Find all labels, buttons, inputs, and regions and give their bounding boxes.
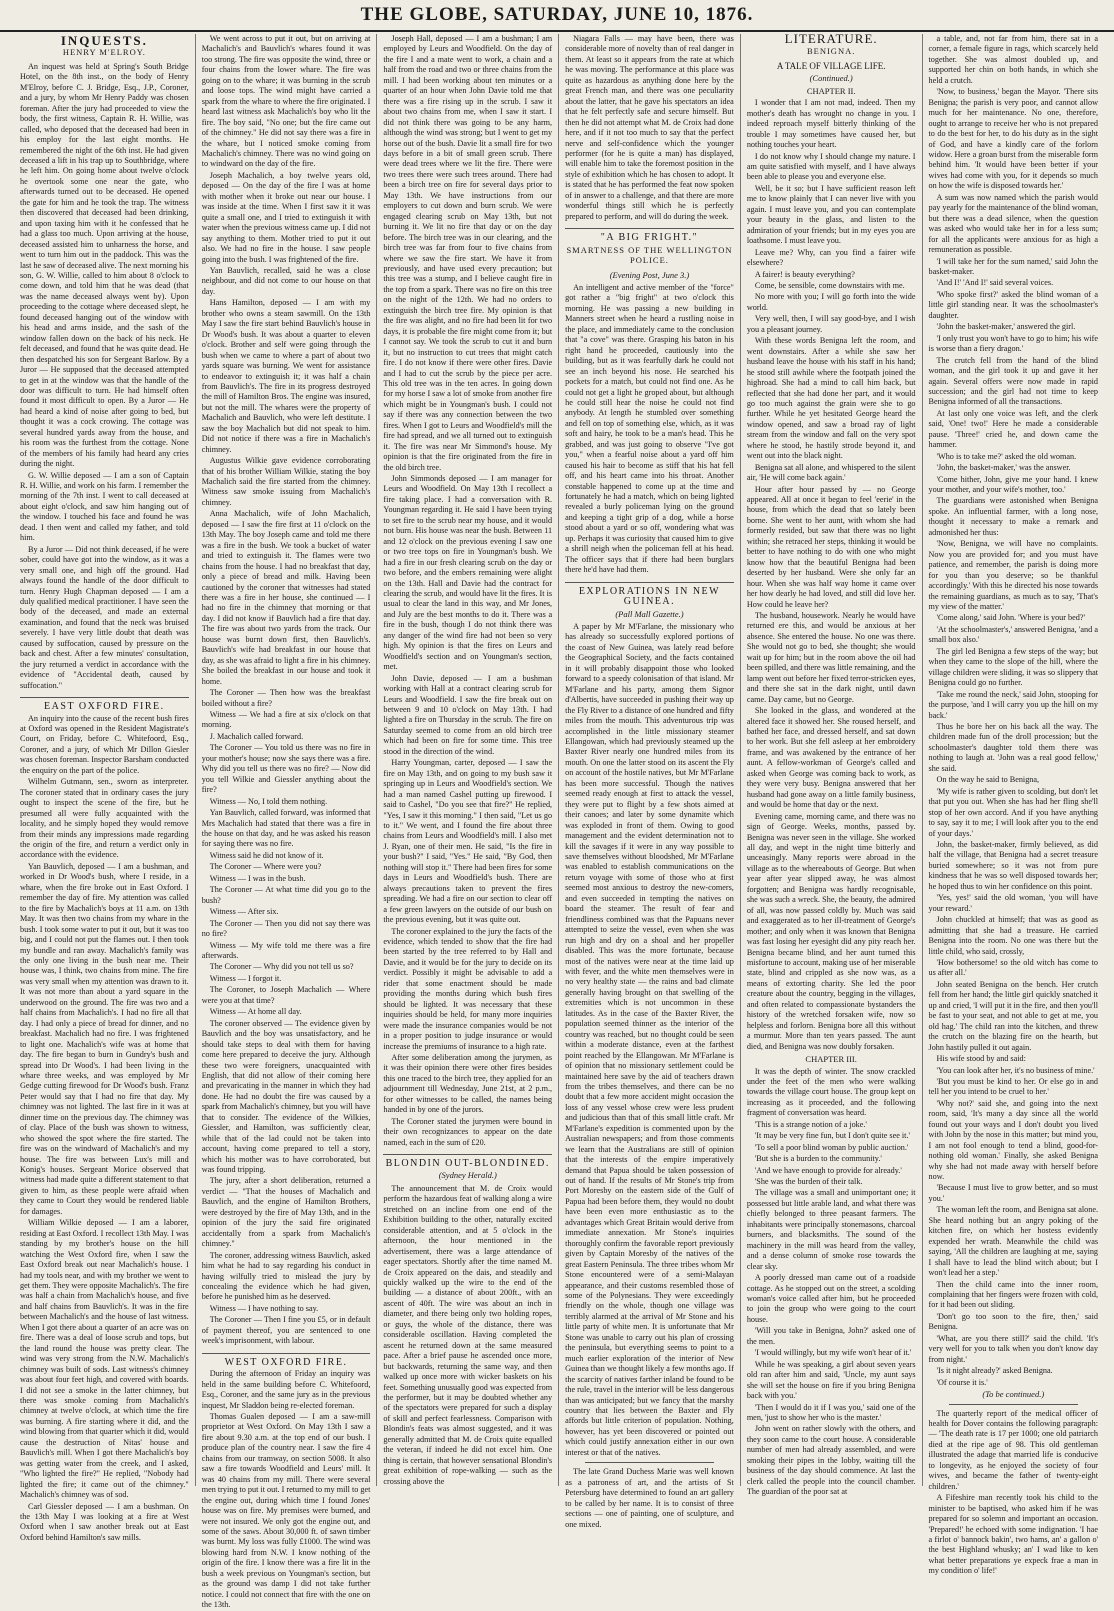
paragraph: 'Come along,' said John. 'Where is your bed?' xyxy=(936,613,1085,623)
paragraph: Yan Bauvlich, deposed — I am a bushman, and worked in Dr Wood's bush, where I reside, in a whare, when the fire broke out in East Oxford. I remember the day of fire. My attention was called to the fire by Machalich's boys at 11 a.m. on 13th May. It was then two chains from my whare in the bush. I took some water to put it out, but it was too big, and I could not put the flames out. I then took my bundle and ran away. Machalich's family was the only one living in the bush near me. Their house was, I think, two chains from mine. The fire was very small when my attention was drawn to it. It was not more than about a yard square in the underwood on the ground. The fire was two and a half chains from Machalich's. I had no fire all that day. I had only a piece of bread for dinner, and no breakfast. Machalich had no fire. I was frightened to light one. Machalich's wife was at home that day. The fire began to burn in Gundry's bush and spread into Dr Wood's. I had been living in the whare three weeks, and was employed by Mr Gedge cutting firewood for Dr Wood's bush. Franz Peter would say that I had no fire that day. My chimney was not lighted. The last fire in it was at dinner time on the previous day. The chimney was of clay. Place of the bush was shown to witness, who showed the spot where the fire started. The fire was on the windward of Machalich's and my house. The fire was between Lux's mill and Konig's houses. Sergeant Morice observed that witness had made quite a different statement to that given to him, as these people were afraid when they came to Court they would be rendered liable for damages. xyxy=(20,861,189,1216)
paragraph: 'She was the burden of their talk. xyxy=(754,1177,863,1187)
paragraph: G. W. Willie deposed — I am a son of Captain R. H. Willie, and work on his farm. I remember the morning of the 7th inst. I went to call deceased at about eight o'clock, and saw him hanging out of the window. I touched his face and found he was dead. I then went and called my father, and told him. xyxy=(20,470,189,543)
paragraph: Niagara Falls — may have been, there was considerable more of novelty than of real danger in them. At least so it appears from the rate at which he was moving. The performance at this place was quite as hazardous as anything done here by the great French man, and there was one peculiarity about the latter, that he gave his spectators an idea that he felt perfectly safe and secure himself. But then he did not attempt what M. de Croix had done here, and if it not too much to say that the perfect nerve and self-confidence which the younger performer (for he is quite a man) has displayed, will enable him to take the foremost position in the style of exhibition which he has chosen to adopt. It is stated that he has performed the feat now spoken of in answer to a challenge, and that there are more wonderful things still which he is perfectly prepared to perform, and will do during the week. xyxy=(565,34,734,221)
paragraph: Hans Hamilton, deposed — I am with my brother who owns a steam sawmill. On the 13th May I saw the fire start behind Bauvlich's house in Dr Wood's bush. It was about a quarter to eleven o'clock. Brother and self were going through the bush when we came to where a part of about two yards square was burning. We went for assistance to endeavor to extinguish it; it was half a chain from Bauvlich's. The fire in its progress destroyed the mill of Hamilton Bros. The engine was insured, but not the mill. The whares were the property of Machalich and Bauvlich, who were left destitute. I saw the boy Machalich but did not speak to him. Did not notice if there was a fire in Machalich's chimney. xyxy=(201,298,371,454)
paragraph: Witness — I was in the bush. xyxy=(209,873,306,883)
paragraph: Leave me? Why, can you find a fairer wife elsewhere? xyxy=(746,247,916,268)
inquest-subtitle: HENRY M'ELROY. xyxy=(62,47,146,58)
paragraph: The guardians were astonished when Benigna spoke. An influential farmer, with a long nose, thought it necessary to make a remark and admonished her thus: xyxy=(928,496,1099,537)
paragraph: 'Is it night already?' asked Benigna. xyxy=(936,1366,1053,1376)
paragraph: 'Because I must live to grow better, and so must you.' xyxy=(928,1183,1099,1203)
paragraph: I do not know why I should change my nature. I am quite satisfied with myself, and I have always been able to please you and everyone else. xyxy=(746,151,916,182)
paragraph: During the afternoon of Friday an inquiry was held in the same building before C. Whitefoord, Esq., Coroner, and the same jury as in the previous inquest, Mr Sladdon being re-elected foreman. xyxy=(201,1369,371,1410)
paragraph: William Wilkie deposed — I am a laborer, residing at East Oxford. I recollect 13th May. I was standing by my brother's house on the hill watching the West Oxford fire, when I saw the East Oxford break out near Machalich's house. I had my tools near, and with my brother we went to get them. They were opposite Machalich's. The fire was half a chain from Machalich's house, and five and half chains from Bauvlich's. It was in the fire between Machalich's and the house of last witness. When I got there about a quarter of an acre was on fire. There was a deal of loose scrub and tops, but the land round the house was pretty clear. The wind was very strong from the N.W. Machalich's chimney was built of sods. Last witness's chimney was about four feet high, and covered with boards. I did not see a smoke in the latter chimney, but there was smoke coming from Machalich's chimney at twelve o'clock, at which time the fire was burning. A fire starting where it did, and the wind blowing from that quarter which it did, would cause the destruction of Nitas' house and Bauvlich's mill. When I got there Machalich's boy was getting water from the creek, and I asked, "Who lighted the fire?" He replied, "Nobody had lighted the fire; it came out of the chimney." Machalich's chimney was of sod. xyxy=(20,1218,189,1500)
paragraph: After some deliberation among the jurymen, as it was their opinion there were other fires besides this one traced to the birch tree, they applied for an adjournment till Wednesday, June 21st, at 2 p.m., for other witnesses to be called, the names being handed in by one of the jurors. xyxy=(383,1052,553,1115)
paragraph: His wife stood by and said: xyxy=(936,1054,1026,1064)
paragraph: Witness — After six. xyxy=(209,907,279,917)
paragraph: Witness — My wife told me there was a fire afterwards. xyxy=(201,940,371,960)
paragraph: Joseph Machalich, a boy twelve years old, deposed — On the day of the fire I was at home with mother when it broke out near our house. I was inside at the time. When I first saw it it was quite a small one, and I tried to extinguish it with water when the previous witness came up. I did not say anything to them. Mother tried to put it out also. We had no fire in the house. I saw people going into the bush. I was frightened of the fire. xyxy=(201,170,371,264)
paragraph: Thomas Gualen deposed — I am a saw-mill proprietor at West Oxford. On May 13th I saw a fire about 9.30 a.m. at the top end of our bush. I produce plan of the country near. I saw the fire 4 chains from our tramway, on section 5008. It also saw a fire towards Woodfield and Leurs' mill. It was 40 chains from my mill. There were several men trying to put it out. I returned to my mill to get the engine out, during which time I found Jones' house was on fire. My premises were burned, and were not insured. We only got the engine out, and some of the saws. About 30,000 ft. of sawn timber was burnt. My loss was fully £1000. The wind was blowing hard from N.W. I know nothing of the origin of the fire. I know there was a fire lit in the bush a week previous on Youngman's section, but as the ground was damp I did not take further notice. I could not connect that fire with the one on the 13th. xyxy=(201,1412,371,1610)
paragraph: Evening came, morning came, and there was no sign of George. Weeks, months, passed by. Benigna was never seen in the village. She worked all day, and wept in the night time bitterly and unceasingly. Many reports were abroad in the village as to the whereabouts of George. But when year after year slipped away, he was almost forgotten; and Benigna was hardly recognisable, she was such a wreck. She, the beauty, the admired of all, was now passed coldly by. Much was said and exaggerated as to her ill-treatment of George's mother; and only when it was known that Benigna was fast losing her eyesight did any pity reach her. Benigna became blind, and her aunt turned this misfortune to account, making use of her miserable state, blind and crippled as she now was, as a means of extorting charity. She led the poor creature about the country, begging in the villages, and often related to compassionate bystanders the history of the wretched forsaken wife, now so helpless and forlorn. Benigna bore all this without a murmur. More than ten years passed. The aunt died, and Benigna was now doubly forsaken. xyxy=(746,811,916,1051)
paragraph: John Davie, deposed — I am a bushman working with Hall at a contract clearing scrub for Leurs and Woodfield. I saw the fire break out on between 9 and 10 o'clock on May 13th. I had lighted a fire on Thursday in the scrub. The fire on Saturday seemed to come from an old birch tree which had been on fire for some time. This tree stood in the direction of the wind. xyxy=(383,673,553,756)
paragraph: The announcement that M. de Croix would perform the hazardous feat of walking along a wire stretched on an incline from one end of the Exhibition building to the other, naturally excited considerable attention, and at 5 o'clock in the afternoon, the hour mentioned in the advertisement, there was a large attendance of eager spectators. Shortly after the time named M. de Croix appeared on the dais, and steadily and quickly walked up the wire to the end of the building — a distance of about 200ft., with an ascent of 40ft. The wire was about an inch in diameter, and there being only two holding ropes, or guys, the whole of the distance, there was considerable oscillation. Having completed the ascent he returned down at the same measured pace. After a brief pause he ascended once more, but backwards, returning the same way, and then walked up once more with wicker baskets on his feet. Something unusually good was expected from the performer, but it may be doubted whether any of the spectators were prepared for such a display of skill and perfect fearlessness. Comparison with Blondin's feats was almost suggested, and it was generally admitted that M. de Croix quite equalled the veteran, if indeed he did not excel him. One thing is certain, that however sensational Blondin's great exhibition of rope-walking — such as the crossing above the xyxy=(383,1183,553,1486)
column-5 xyxy=(741,31,923,1497)
section-heading: BLONDIN OUT-BLONDINED. xyxy=(383,1154,552,1169)
paragraph: 'It may be very fine fun, but I don't quite see it.' xyxy=(754,1131,910,1141)
paragraph: Augustus Wilkie gave evidence corroborating that of his brother William Wilkie, stating the boy Machalich said the fire started from the chimney. Witness saw smoke issuing from Machalich's chimney. xyxy=(201,456,371,507)
column-6 xyxy=(923,34,1105,1576)
paragraph: The late Grand Duchess Marie was well known as a patroness of art, and the artists of St Petersburg have determined to found an art gallery to be called by her name. It is to consist of three sections — one of painting, one of sculpture, and one mixed. xyxy=(565,1467,734,1529)
paragraph: Witness — At home all day. xyxy=(209,1007,302,1017)
paragraph: Wilhelm Gutmann, sen., sworn as interpreter. The coroner stated that in ordinary cases the jury ought to inspect the scene of the fire, but he presumed all were fully acquainted with the locality, and he simply hoped they would remove from their minds any impressions made regarding the origin of the fire, and return a verdict only in accordance with the evidence. xyxy=(20,777,189,860)
paragraph: John, the basket-maker, firmly believed, as did half the village, that Benigna had a secret treasure buried somewhere; so it was not from pure kindness that he was so well disposed towards her; he hoped thus to win her confidence on this point. xyxy=(928,839,1099,891)
section-heading: EXPLORATIONS IN NEW GUINEA. xyxy=(565,582,734,608)
paragraph: The Coroner — Then you did not say there was no fire? xyxy=(201,918,371,939)
paragraph: 'And I!' 'And I!' said several voices. xyxy=(936,278,1054,288)
column-3 xyxy=(377,34,559,1486)
literature-title: LITERATURE. xyxy=(784,31,878,46)
paragraph: 'I would willingly, but my wife won't hear of it.' xyxy=(754,1348,912,1358)
paragraph: Well, be it so; but I have sufficient reason left me to know plainly that I can never live with you again. I must leave you, and you can contemplate your beauty in the glass, and listen to the admiration of your friends; but in my eyes you are loathsome. I must leave you. xyxy=(746,183,916,246)
paragraph: A paper by Mr M'Farlane, the missionary who has already so successfully explored portions of the coast of New Guinea, was lately read before the Geographical Society, and the facts contained in it will probably disappoint those who looked forward to a speedy colonisation of that island. Mr M'Farlane and his party, among them Signor d'Albertis, have succeeded in pushing their way up the Fly River to a distance of one hundred and fifty miles from the mouth. This adventurous trip was accomplished in the little missionary steamer Ellangowan, which had previously steamed up the Baxter River nearly one hundred miles from its mouth. On one the latter stood on its ascent the Fly on account of the hostile natives, but Mr M'Farlane has been more successful. Though the natives seemed ready enough at first to attack the vessel, they were put to flight by a few shots aimed at their canoes; and later by some dynamite which was exploded in front of them. Owing to good management and the evident determination not to kill the savages if it were in any way possible to save themselves without bloodshed, Mr M'Farlane was enabled to establish communications on the return voyage with some of those who at first seemed most anxious to destroy the new-comers, and even succeeded in tempting the natives on board the steamer. The result of fear and friendliness combined was that the Papuans never attempted to seize the vessel, even when she was run high and dry on a shoal and her propeller disabled. This was the more fortunate, because most of the natives were near at the time laid up with fever, and the white men themselves were in no very healthy state — the rains and bad climate generally having brought on that swelling of the extremities which is not uncommon in these latitudes. As in the case of the Baxter River, the population seemed thinner as the interior of the country was reached, but no thought could be seen within a moderate distance, even at the farthest point reached by the Ellangowan. Mr M'Farlane is of opinion that no missionary settlement could be maintained here save by the aid of teachers drawn from the tribes themselves, and there can be no doubt that a few more accident might occasion the loss of any vessel whose crew were less prudent and judicious than that of this small little craft. Mr M'Farlane's expedition is commented upon by the Australian newspapers; and from those comments we learn that the Australians are still of opinion that the interests of the empire imperatively demand that Papua should be taken possession of out of hand. If the results of Mr Stone's trip from Port Moresby on the eastern side of the Gulf of Papua had been before them, they would no doubt have been even more enthusiastic as to the advantages which Great Britain would derive from immediate annexation. Mr Stone's inquiries thoroughly confirm the favorable report previously given by Captain Moresby of the natives of the great Eastern Peninsula. The three tribes whom Mr Stone encountered were of a semi-Malayan appearance, and their customs resembled those of some of the Polynesians. They were exceedingly friendly on the whole, though one village was terribly alarmed at the arrival of Mr Stone and his little party of white men. It is unfortunate that Mr Stone was unable to carry out his plan of crossing the peninsula, but everything seems to point to a much earlier exploration of the interior of New Guinea than we thought likely a few months ago. If the scarcity of natives farther inland be found to be the rule, travel in the interior will be less dangerous than was anticipated; but we fancy that the marshy country that lies between the Baxter and Fly affords but little criterion of population. Nothing, however, has yet been discovered or pointed out which could justify annexation either in our own interest or that of the natives. xyxy=(565,622,734,1457)
chapter-heading: CHAPTER III. xyxy=(805,1054,857,1065)
paragraph: A poorly dressed man came out of a roadside cottage. As he stopped out on the street, a scolding woman's voice called after him, but he proceeded to join the group who were going to the court house. xyxy=(746,1273,916,1324)
inquests-title: INQUESTS. xyxy=(60,33,148,48)
paragraph: A fairer! is beauty everything? xyxy=(754,269,855,279)
story-title: BENIGNA. xyxy=(806,46,856,57)
paragraph: 'John, the basket-maker,' was the answer. xyxy=(936,463,1071,473)
paragraph: It was the depth of winter. The snow crackled under the feet of the men who were walking towards the village court house. The group kept on increasing as it proceeded, and the following fragment of conversation was heard. xyxy=(746,1066,916,1118)
paragraph: Harry Youngman, carter, deposed — I saw the fire on May 13th, and on going to my bush saw it springing up in Leurs and Woodfield's section. We had a man named Cashel putting up firewood. I said to Cashel, "Do you see that fire?" He replied, "Yes, I saw it this morning." I then said, "Let us go to it." We went, and I found the fire about three chains from Leurs and Woodfield's mill. I also met J. Ryan, one of their men. He said, "Is the fire in your bush?" I said, "Yes." He said, "By God, then nothing will stop it." There had been fires for some days in Leurs and Woodfield's bush. There are always precautions taken to prevent the fires spreading. We had a fire on our section to clear off a few green lawyers on the outside of our bush on the previous evening, but it was quite out. xyxy=(383,758,553,925)
paragraph: An intelligent and active member of the "force" got rather a "big fright" at two o'clock this morning. He was passing a new building in Manners street when he heard a rustling noise in the place, and immediately came to the conclusion that "a cove" was there. Grasping his baton in his right hand he proceeded, cautiously into the building, but as it was fearfully dark he could not see an inch beyond his nose. He searched his pockets for a match, but could not find one. As he could not get a light he groped about, but although he could still hear the noise he could not find anybody. At length he stumbled over something and fell on top of something else, which, as it was soft and hairy, he took to be a man's head. This he grabbed, and was just going to observe "I've got you," when a fearful noise about a yard off him caused his hair to become as stiff that his hat fell off, and his heart came into his throat. Another constable happened to come up at the time and fortunately he had a match, which on being lighted revealed a burly policeman lying on the ground and keeping a tight grip of a dog, while a horse stood about a yard or so off, wondering what was up. Perhaps it was curiosity that caused him to give a shrill neigh when the policeman fell at his head. The officer says that if there had been burglars there he'd have had them. xyxy=(565,282,734,575)
paragraph: 'I will take her for the sum named,' said John the basket-maker. xyxy=(928,256,1099,276)
paragraph: Witness said he did not know of it. xyxy=(209,850,324,860)
paragraph: Anna Machalich, wife of John Machalich, deposed — I saw the fire first at 11 o'clock on the 13th May. The boy Joseph came and told me there was a fire in the bush. We took a bucket of water and tried to extinguish it. The flames were two chains from the house. I had no breakfast that day, only a piece of bread and milk. Having been cautioned by the coroner that witnesses had stated there was a fire in her house, she continued — I had no fire in the chimney that morning or that day. I did not know if Bauvlich had a fire that day. The fire was about two yards from the track. Our house was burnt down first, then Bauvlich's. Bauvlich's wife had breakfast in our house that day, as she was afraid to light a fire in his chimney. She boiled the breakfast in our house and took it home. xyxy=(201,509,371,686)
divider xyxy=(949,1404,1079,1405)
paragraph: The girl led Benigna a few steps of the way; but when they came to the slope of the hill, where the village children were sliding, it was so slippery that Benigna could go no further. xyxy=(928,646,1099,688)
section-heading: "A BIG FRIGHT." xyxy=(565,228,734,243)
paragraph: J. Machalich called forward. xyxy=(209,731,304,741)
paragraph: While he was speaking, a girl about seven years old ran after him and said, 'Uncle, my aunt says she will set the house on fire if you bring Benigna back with you.' xyxy=(746,1359,916,1401)
paragraph: The woman left the room, and Benigna sat alone. She heard nothing but an angry poking of the kitchen fire, on which her hostess evidently expended her wrath. Meanwhile the child was saying, 'All the children are laughing at me, saying I shall have to lead the blind witch about; but I won't lead her a step.' xyxy=(928,1205,1099,1278)
paragraph: The Coroner — Where were you? xyxy=(209,862,322,872)
paragraph: John seated Benigna on the bench. Her crutch fell from her hand; the little girl quickly snatched it up and cried, 'I will put it in the fire, and then you'll be fast to your seat, and not able to get at me, you old hag.' The child ran into the kitchen, and threw the crutch on the blazing fire on the hearth, but John hastily pulled it out again. xyxy=(928,979,1099,1052)
paragraph: 'Yes, yes!' said the old woman, 'you will have your reward.' xyxy=(928,893,1099,913)
section-subheading: SMARTNESS OF THE WELLINGTON POLICE. xyxy=(566,244,733,266)
source-credit: (Pall Mall Gazette.) xyxy=(615,608,684,619)
paragraph: The coroner explained to the jury the facts of the evidence, which tended to show that the fire had been started by the tree referred to by Hall and Davie, and it would be for the jury to decide on its verdict. Possibly it might be advisable to add a rider that some enactment should be made providing the months during which bush fires should be lighted. It was necessary that these inquiries should be held, for many more inquiries were made the insurance companies would be not in a proper position to judge insurance or would increase the premiums of insurance to a high rate. xyxy=(383,926,553,1051)
paragraph: At last only one voice was left, and the clerk said, 'One! two!' Here he made a considerable pause. 'Three!' cried he, and down came the hammer. xyxy=(928,408,1099,450)
source-credit: (Sydney Herald.) xyxy=(438,1170,497,1181)
paragraph: 'My wife is rather given to scolding, but don't let that put you out. When she has had her fling she'll stop of her own accord. And if you have anything to say, say it to me; I will look after you to the end of your days.' xyxy=(928,786,1099,838)
paragraph: 'You can look after her, it's no business of mine.' xyxy=(936,1065,1095,1075)
paragraph: 'Who is to take me?' asked the old woman. xyxy=(936,451,1077,461)
paragraph: 'Take me round the neck,' said John, stooping for the purpose, 'and I will carry you up the hill on my back.' xyxy=(928,689,1099,720)
paragraph: 'Why not?' said she, and going into the next room, said, 'It's many a day since all the world found out your ways and I don't doubt you lived with John by the nose in this matter; but mind you, I am not fool enough to tend a blind, good-for-nothing old woman.' Finally, she asked Benigna why she had not made away with herself before now. xyxy=(928,1098,1099,1182)
paragraph: She looked in the glass, and wondered at the altered face it showed her. She roused herself, and bathed her face, and dressed herself, and sat down to her work. But she fell asleep at her embroidery frame, and was awakened by the entrance of her aunt. A fellow-workman of George's called and asked when George was coming back to work, as they were very busy. Benigna answered that her husband had gone away on a little family business, and would be home that day or the next. xyxy=(746,706,916,810)
paragraph: 'This is a strange notion of a joke.' xyxy=(754,1119,867,1129)
paragraph: The Coroner — At what time did you go to the bush? xyxy=(201,885,371,905)
paragraph: No more with you; I will go forth into the wide world. xyxy=(746,292,916,312)
paragraph: Carl Giessler deposed — I am a bushman. On the 13th May I was looking at a fire at West Oxford when I saw another break out at East Oxford behind Hamilton's saw mills. xyxy=(20,1501,189,1542)
continued-note: (Continued.) xyxy=(809,73,853,84)
paragraph: 'Come hither, John, give me your hand. I knew your mother, and your wife's mother, too.' xyxy=(928,474,1099,495)
paragraph: a table, and, not far from him, there sat in a corner, a female figure in rags, which scarcely held together. She was almost doubled up, and supported her chin on both hands, in which she held a crutch. xyxy=(928,34,1099,85)
paragraph: 'Who spoke first?' asked the blind woman of a little girl standing near. It was the schoolmaster's daughter. xyxy=(928,289,1099,320)
paragraph: Benigna sat all alone, and whispered to the silent air, 'He will come back again.' xyxy=(746,462,916,483)
paragraph: Yan Bauvlich, called forward, was informed that Mrs Machalich had stated that there was a fire in the house on that day, and he was asked his reason for saying there was no fire. xyxy=(201,808,371,849)
paragraph: A sum was now named which the parish would pay yearly for the maintenance of the blind woman, but there was a dead silence, when the question was asked who would take her in for a less sum; for all the applicants were anxious for as high a remuneration as possible. xyxy=(928,192,1099,255)
paragraph: An inquiry into the cause of the recent bush fires at Oxford was opened in the Resident Magistrate's Court, on Friday, before C. Whitefoord, Esq., Coroner, and a jury, of which Mr Dillon Giesler was chosen foreman. Inspector Barsham conducted the enquiry on the part of the police. xyxy=(20,713,189,775)
paragraph: By a Juror — Did not think deceased, if he were sober, could have got into the window, as it was a very small one, and high off the ground. Had always found the handle of the door difficult to turn. Henry Hugh Chapman deposed — I am a duly qualified medical practitioner. I have seen the body of the deceased, and made an external examination, and found that the neck was bruised severely. I have very little doubt that death was caused by suffocation, caused by pressure on the back and chest. After a few minutes' consultation, the jury returned a verdict in accordance with the evidence of "Accidental death, caused by suffocation." xyxy=(20,544,189,690)
paragraph: Thus he bore her on his back all the way. The children made fun of the droll procession; but the schoolmaster's daughter told them there was nothing to laugh at. 'John was a real good fellow,' she said. xyxy=(928,722,1099,773)
paragraph: The Coroner stated the jurymen were bound in their own recognizances to appear on the date named, each in the sum of £20. xyxy=(383,1116,553,1147)
chapter-heading: CHAPTER II. xyxy=(806,85,856,96)
paragraph: 'I only trust you won't have to go to him; his wife is worse than a fiery dragon.' xyxy=(928,333,1099,354)
paragraph: 'And we have enough to provide for already.' xyxy=(754,1165,902,1175)
paragraph: The coroner observed — The evidence given by Bauvlich and the boy was unsatisfactory, and he should take steps to deal with them for having come here prepared to deceive the jury. Although these two were foreigners, unacquainted with English, that did not allow of their coming here and prevaricating in the manner in which they had done. He had no doubt the fire was caused by a spark from Machalich's chimney, but you will have that to consider. The evidence of the Wilkies, Giessler, and Hamilton, was sufficiently clear, while that of the lad could not be taken into account, having come prepared to tell a story, which his mother was to have corroborated, but was found tripping. xyxy=(201,1018,371,1175)
source-credit: (Evening Post, June 3.) xyxy=(609,269,690,280)
story-subtitle: A TALE OF VILLAGE LIFE. xyxy=(776,60,886,71)
paragraph: The husband, housework. Nearly he would have returned ere this, and would be anxious at her absence. She entered the house. No one was there. She would not go to bed, she thought; she would wait up for him; but in the room above the oil had been spilled, and there was little remaining, and the lamp went out before her fixed terror-stricken eyes, and there she sat in the dark night, until dawn came. Day came, but no George. xyxy=(746,611,916,704)
paragraph: A Fifeshire man recently took his child to the minister to be baptised, who asked him if he was prepared for so solemn and important an occasion. 'Prepared!' he echoed with some indignation. 'I hae a firlot o' bannock bakin', two hams, an' a gallon o' the best Highland whusky; an' I wad like to ken what better preparations ye expeck frae a man in my condition o' life!' xyxy=(928,1493,1099,1576)
paragraph: 'Of course it is.' xyxy=(936,1377,988,1387)
paragraph: The Coroner — Then how was the breakfast boiled without a fire? xyxy=(201,688,371,708)
paragraph: John Simmonds deposed — I am manager for Leurs and Woodfield. On May 13th I recollect a fire taking place. I had a conversation with R. Youngman regarding it. He said I have been trying to set fire to the scrub near my house, and it would not burn. His house was near the bush. Between 11 and 12 o'clock on the previous evening I saw one or two tree tops on fire in Youngman's bush. We had a fire in our fresh clearing scrub on the day or two before, and the embers remaining were alight on the 13th. Hall and Davie had the contract for clearing the scrub, and would have lit the fires. It is usual to clear the land in this way, and Mr Jones, and July are the best months to do it. There was a fire in the bush, though I do not think there was any danger of the wind fire had not been so very high. My opinion is that the fires on Leurs and Woodfield's section and on Youngman's section, met. xyxy=(383,474,553,672)
paragraph: Witness — We had a fire at six o'clock on that morning. xyxy=(201,710,371,730)
column-2 xyxy=(196,34,378,1610)
paragraph: We went across to put it out, but on arriving at Machalich's and Bauvlich's whares found it was too strong. The fire was opposite the wind, three or four chains from the lower whare. The fire was going on to the whare; it was burning in the scrub and loose tops. The wind might have carried a spark from the whare to where the fire originated. I heard last witness ask Machalich's boy who lit the fire. The boy said, "No one; but the fire came out of the chimney." He did not say there was a fire in the whare, but I noticed smoke coming from Machalich's chimney. There was no wind going on to windward on the day of the fire. xyxy=(201,34,371,169)
section-heading: WEST OXFORD FIRE. xyxy=(202,1353,371,1368)
paragraph: Joseph Hall, deposed — I am a bushman; I am employed by Leurs and Woodfield. On the day of the fire I and a mate went to work, a chain and a half from the road and two or three chains from the mill. I had been working about ten minutes or a quarter of an hour when John Davie told me that there was a fire rising up in the scrub. I saw it about two chains from me, when I saw it start. I did not think there was going to be any harm, although the wind was strong; but I went to get my horse out of the bush. Davie lit a small fire for two days before in a bit of small green scrub. There were dead trees where we lit the fire. There were two trees there were such trees around. There had been a birch tree on fire for several days prior to May 13th. We have instructions from our employers to cut down and burn scrub. We were engaged clearing scrub on May 13th, but not burning it. We lit no fire that day or on the day before. The birch tree was in our clearing, and the birch tree was far from four to five chains from where we saw the fire start. We have it from previously, and have used every precaution; but this tree was a stump, and I believe caught fire in the top from a spark. There was no fire on this tree on the night of the 12th. We had no orders to extinguish the birch tree fire. My opinion is that the fire was alight, and no fire had been lit for two days, it is probable the fire might come from it; but I cannot say. We took the scrub to cut it and burn it, but no instruction to cut trees that might catch fire. I do not know if there were other fires. Davie and I had to cut the scrub by the piece per acre. This old tree was in the ten acres. In going down for my horse I saw a lot of smoke from another fire which might be in Youngman's bush. I could not say if there was any connection between the two fires. When I got to Leurs and Woodfield's mill the fire had spread, and we all turned out to extinguish it. The fire was near Mr Simmond's house. My opinion is that the fire originated from the fire in the old birch tree. xyxy=(383,34,553,472)
paragraph: The coroner, addressing witness Bauvlich, asked him what he had to say regarding his conduct in having wilfully tried to mislead the jury by concealing the evidence which he had given, before he punished him as he deserved. xyxy=(201,1250,371,1302)
paragraph: 'Now, Benigna, we will have no complaints. Now you are provided for; and you must have patience, and remember, the parish is doing more for you than you deserve; so be thankful accordingly.' With this he directed his nose towards the remaining guardians, as much as to say, 'That's my view of the matter.' xyxy=(928,539,1099,612)
paragraph: 'Don't go too soon to the fire, then,' said Benigna. xyxy=(928,1311,1099,1332)
paragraph: Witness — I have nothing to say. xyxy=(209,1303,319,1313)
paragraph: I wonder that I am not mad, indeed. Then my mother's death has wrought no change in you. I indeed reproach myself bitterly thinking of the trouble I may sometimes have caused her, but nothing touches your heart. xyxy=(746,98,916,150)
paragraph: With these words Benigna left the room, and went downstairs. After a while she saw her husband leave the house with his staff in his hand; he stood still awhile where the footpath joined the highroad. She had a mind to call him back, but reflected that she had done her part, and it would go too much against the grain were she to go further. While he yet hesitated George heard the window opened, and saw a broad ray of light stream from the window and fall on the very spot where he stood, he hastily strode beyond it, and went out into the black night. xyxy=(746,336,916,461)
paragraph: 'Will you take in Benigna, John?' asked one of the men. xyxy=(746,1326,916,1346)
paragraph: The Coroner, to Joseph Machalich — Where were you at that time? xyxy=(201,985,371,1005)
paragraph: 'At the schoolmaster's,' answered Benigna, 'and a small box also.' xyxy=(928,624,1099,645)
paragraph: John went on rather slowly with the others, and they soon came to the court house. A considerable number of men had already assembled, and were smoking their pipes in the lobby, waiting till the business of the day should commence. At last the clerk called the people into the council chamber. The guardian of the poor sat at xyxy=(746,1424,916,1497)
column-1 xyxy=(14,33,196,1542)
paragraph: John chuckled at himself; that was as good as admitting that she had a treasure. He carried Benigna into the room. No one was there but the little child, who said, crossly, xyxy=(928,915,1099,956)
paragraph: The jury, after a short deliberation, returned a verdict — "That the houses of Machalich and Bauvlich, and the engine of Hamilton Brothers, were destroyed by the fire of May 13th, and in the opinion of the jury the said fire originated accidentally from a spark from Machalich's chimney." xyxy=(201,1176,371,1249)
paragraph: Witness — No, I told them nothing. xyxy=(209,796,328,806)
paragraph: The Coroner — You told us there was no fire in your mother's house; now she says there was a fire. Why did you tell us there was no fire? — Now did you tell Wilkie and Giessler anything about the fire? xyxy=(201,743,371,795)
paragraph: Witness — I forgot it. xyxy=(209,973,282,983)
column-4 xyxy=(559,34,741,1529)
paragraph: The Coroner — Then I fine you £5, or in default of payment thereof, you are sentenced to one week's imprisonment, with labour. xyxy=(201,1315,371,1346)
divider xyxy=(585,1462,714,1463)
paragraph: 'How bothersome! so the old witch has come to us after all.' xyxy=(928,957,1099,978)
paragraph: 'What, are you there still?' said the child. 'It's very well for you to talk when you don't know day from night.' xyxy=(928,1333,1099,1364)
paragraph: 'Then I would do it if I was you,' said one of the men, 'just to show her who is the master.' xyxy=(746,1402,916,1422)
paragraph: Yan Bauvlich, recalled, said he was a close neighbour, and did not come to our house on that day. xyxy=(201,265,371,296)
paragraph: 'John the basket-maker,' answered the girl. xyxy=(936,322,1076,332)
paragraph: The village was a small and unimportant one; it possessed but little arable land, and what there was chiefly belonged to three peasant farmers. The inhabitants were principally stonemasons, charcoal burners, and blacksmiths. The sound of the machinery in the mill was heard from the valley, and a dense column of smoke rose towards the clear sky. xyxy=(746,1188,916,1271)
section-heading: EAST OXFORD FIRE. xyxy=(20,697,189,712)
paragraph: An inquest was held at Spring's South Bridge Hotel, on the 8th inst., on the body of Henry M'Elroy, before C. J. Bridge, Esq., J.P., Coroner, and a jury, by whom Mr Henry Paddy was chosen foreman. After the jury had proceeded to view the body, the first witness, Captain R. H. Willie, was called, who deposed that the deceased had been in his employ for the last eight months. He remembered the night of the 6th inst. He had given deceased a lift in his trap up to Southbridge, where he left him. On going home about twelve o'clock he overtook some one near the gate, who afterwards turned out to be deceased. He opened the gate for him and he took the trap. The witness then discovered that deceased had been drinking, and upon taxing him with it he confessed that he had a glass too much. Upon arriving at the house, deceased assisted him to unharness the horse, and went to turn him out in the paddock. This was the last he saw of deceased alive. The next morning his son, G. W. Willie, called to him about 8 o'clock to come down, and told him that he was dead (that was the name deceased always went by). Upon proceeding to the cottage where deceased slept, he found deceased hanging out of the window with his head and arms inside, and the sash of the window fallen down on the back of his neck. He felt deceased, and found that he was quite dead. He then despatched his son for Sergeant Barlow. By a Juror — He supposed that the deceased attempted to get in at the window was that the handle of the door was difficult to turn. He had himself often found it most difficult to open. By a Juror — He had heard a kind of noise after going to bed, but thought it was a cock crowing. The cottage was several hundred yards away from the house, and his room was the furthest from the cottage. None of the members of his family had heard any cries during the night. xyxy=(20,61,189,469)
paragraph: 'To sell a poor blind woman by public auction.' xyxy=(754,1142,909,1152)
paragraph: 'Now, to business,' began the Mayor. 'There sits Benigna; the parish is very poor, and cannot allow much for her maintenance. No one, therefore, ought to arrange to receive her who is not prepared to do the best for her, to do his duty as in the sight of God, and have a kindly care of the forlorn widow. Here a groan burst from the miserable form behind him. 'It would have been better if your wives had come with you, for it depends so much on how the wife is disposed towards her.' xyxy=(928,87,1099,191)
masthead: THE GLOBE, SATURDAY, JUNE 10, 1876. xyxy=(0,0,1114,32)
paragraph: 'But you must be kind to her. Or else go in and tell her you intend to be cruel to her.' xyxy=(928,1076,1099,1097)
paragraph: Hour after hour passed by — no George appeared. All at once it began to feel 'eerie' in the house, from which the dead that so lately been borne. She went to her aunt, with whom she had formerly resided, but saw that there was no light within; she retraced her steps, thinking it would be better to have nothing to do with one who might know how that the beautiful Benigna had been deserted by her husband. Were she only far an hour. When she was half way home it came over her how dearly he had loved, and still did love her. How could he leave her? xyxy=(746,484,916,609)
to-be-continued-note: (To be continued.) xyxy=(982,1389,1045,1400)
paragraph: Come, be sensible, come downstairs with me. xyxy=(754,280,905,290)
paragraph: Then the child came into the inner room, complaining that her fingers were frozen with cold, for it had been out sliding. xyxy=(928,1279,1099,1310)
paragraph: The crutch fell from the hand of the blind woman, and the girl took it up and gave it her again. Several offers were now made in rapid succession; and the girl had not time to keep Benigna informed of all the transactions. xyxy=(928,355,1099,407)
paragraph: Very well, then, I will say good-bye, and I wish you a pleasant journey. xyxy=(746,314,916,334)
newspaper-columns xyxy=(14,31,1104,1610)
paragraph: The quarterly report of the medical officer of health for Dover contains the following paragraph: — 'The death rate is 17 per 1000; one old patriarch died at the ripe age of 98. This old gentleman illustrated the adage that married life is conducive to longevity, as he enjoyed the society of four wives, and became the father of twenty-eight children.' xyxy=(928,1408,1099,1491)
paragraph: 'But she is a burden to the community.' xyxy=(754,1154,882,1164)
paragraph: The Coroner — Why did you not tell us so? xyxy=(209,962,354,972)
paragraph: On the way he said to Benigna, xyxy=(936,775,1040,785)
